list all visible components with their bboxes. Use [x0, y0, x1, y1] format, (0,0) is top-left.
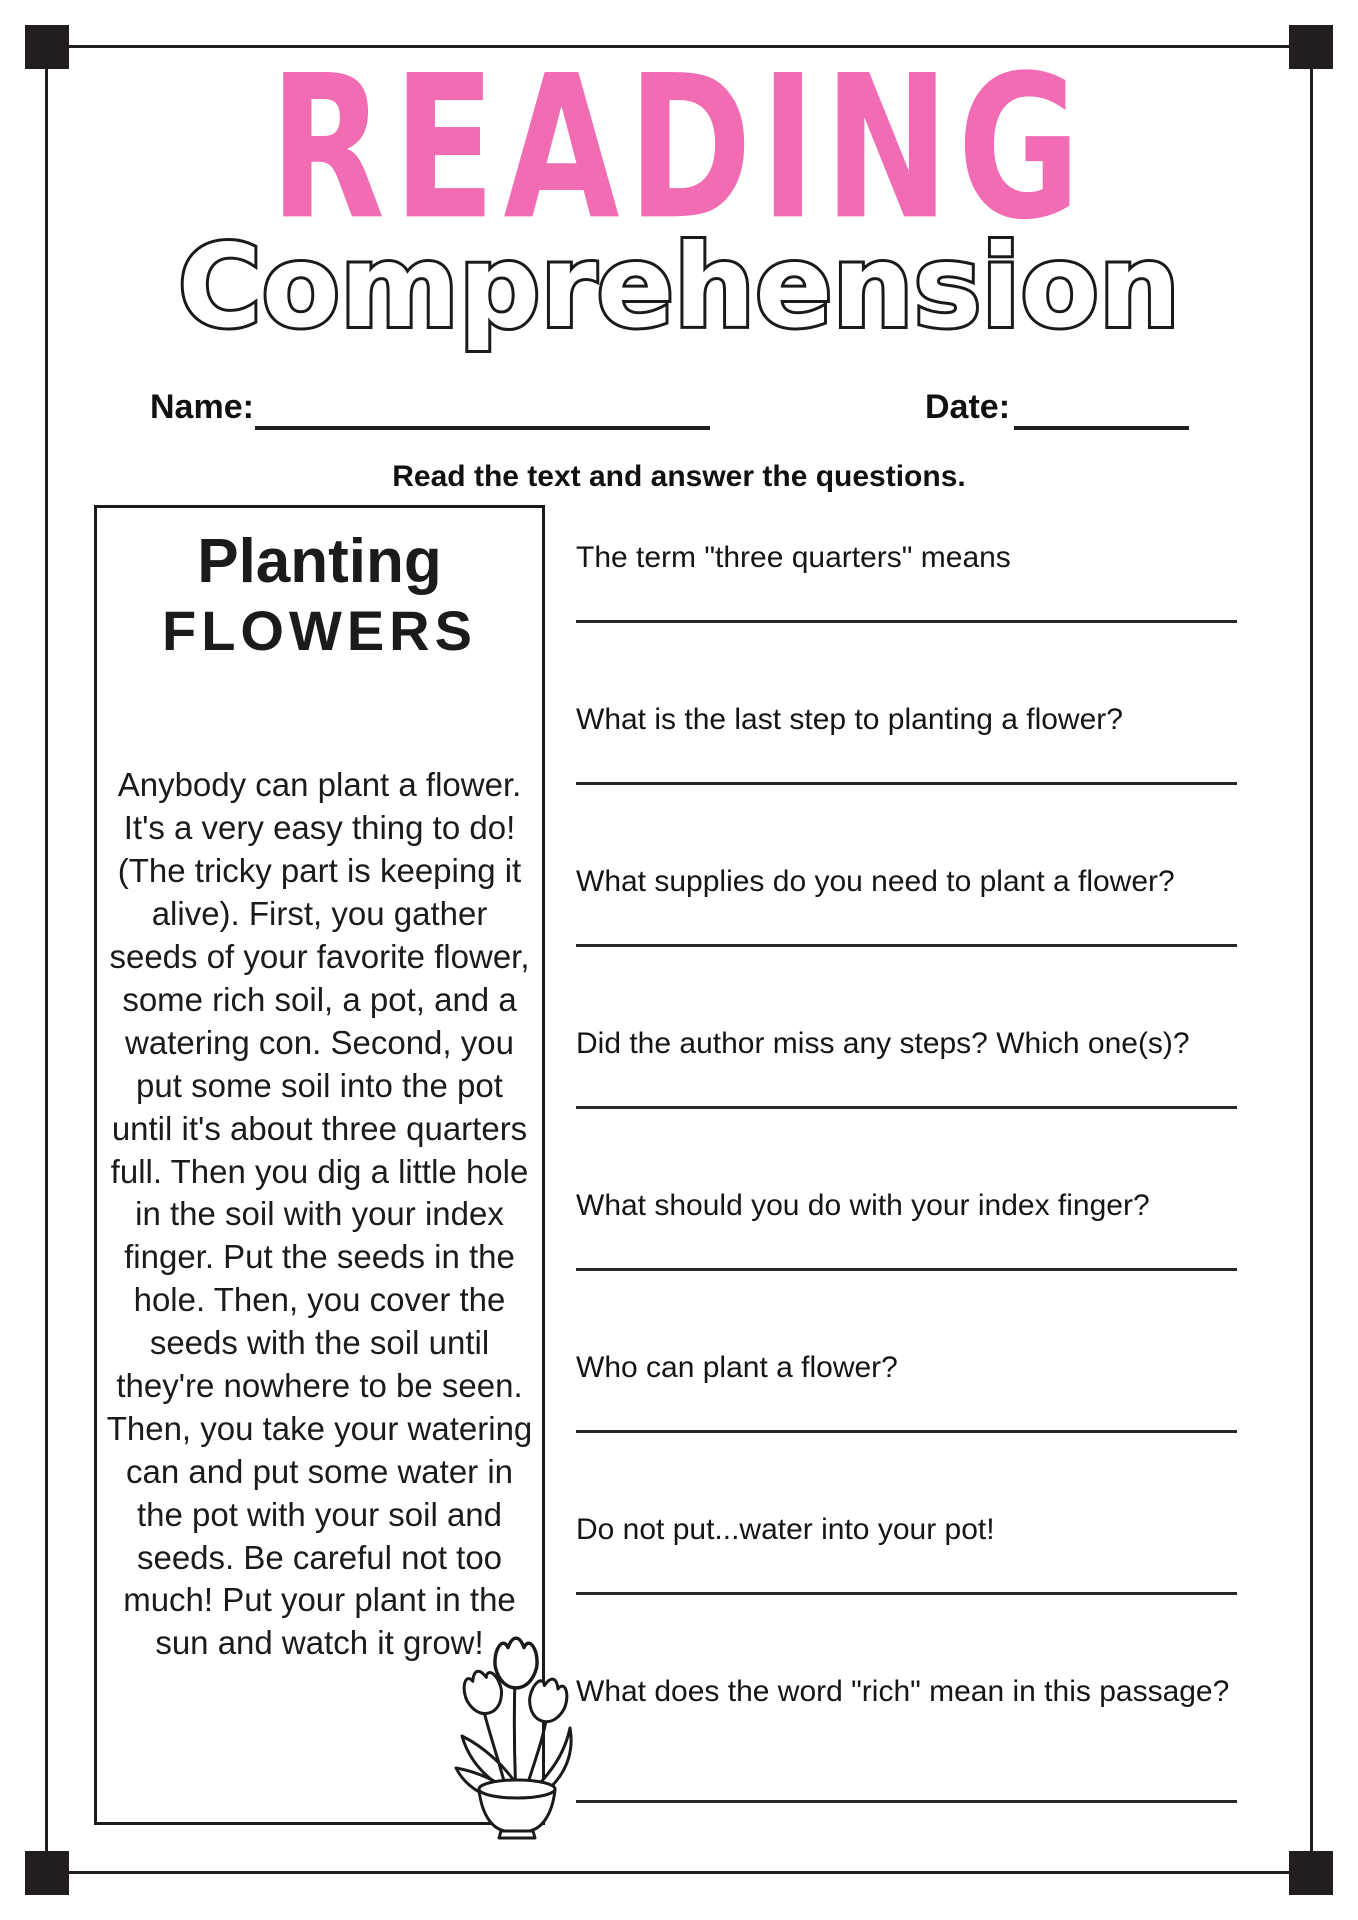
worksheet-title-comprehension [0, 0, 1358, 420]
question-text-7: Do not put...water into your pot! [576, 1513, 995, 1546]
question-block-4 [576, 1022, 1231, 1184]
answer-blank-line-6[interactable] [576, 1430, 1237, 1433]
question-block-8 [576, 1670, 1231, 1832]
question-text-8: What does the word "rich" mean in this passage? [576, 1675, 1230, 1708]
answer-blank-line-1[interactable] [576, 620, 1237, 623]
answer-blank-line-2[interactable] [576, 782, 1237, 785]
name-label: Name: [150, 388, 254, 426]
question-text-3: What supplies do you need to plant a flower? [576, 865, 1175, 898]
passage-title-line1: Planting [197, 527, 442, 596]
question-block-6 [576, 1346, 1231, 1508]
answer-blank-line-7[interactable] [576, 1592, 1237, 1595]
instruction-text: Read the text and answer the questions. [392, 460, 966, 493]
passage-box [94, 505, 545, 1825]
answer-blank-line-8[interactable] [576, 1800, 1237, 1803]
worksheet-title-reading: READING [269, 34, 1089, 264]
question-text-4: Did the author miss any steps? Which one(s)? [576, 1027, 1190, 1060]
passage-body-text: Anybody can plant a flower. It's a very easy thing to do! (The tricky part is keeping it alive). First, you gather seeds of your favorite flower, some rich soil, a pot, and a watering con. Second, you put some soil into the pot until it's about three quarters full. Then you dig a little hole in the soil with your index finger. Put the seeds in the hole. Then, you cover the seeds with the soil until they're nowhere to be seen. Then, you take your watering can and put some water in the pot with your soil and seeds. Be careful not too much! Put your plant in the sun and watch it grow! [106, 766, 533, 1662]
passage-title-line2: FLOWERS [162, 599, 477, 663]
question-block-1 [576, 536, 1231, 698]
answer-blank-line-4[interactable] [576, 1106, 1237, 1109]
corner-square-bottom-right [1289, 1851, 1333, 1895]
date-label: Date: [925, 388, 1011, 426]
name-blank-line[interactable] [255, 426, 710, 430]
question-block-5 [576, 1184, 1231, 1346]
question-text-5: What should you do with your index finger? [576, 1189, 1150, 1222]
question-block-3 [576, 860, 1231, 1022]
question-block-2 [576, 698, 1231, 860]
questions-column [576, 536, 1231, 1832]
answer-blank-line-5[interactable] [576, 1268, 1237, 1271]
date-blank-line[interactable] [1014, 426, 1189, 430]
question-text-6: Who can plant a flower? [576, 1351, 898, 1384]
tulip-pot-illustration-icon [452, 1632, 582, 1842]
svg-text:Comprehension: Comprehension [178, 220, 1180, 353]
answer-blank-line-3[interactable] [576, 944, 1237, 947]
question-text-2: What is the last step to planting a flower? [576, 703, 1123, 736]
corner-square-bottom-left [25, 1851, 69, 1895]
question-block-7 [576, 1508, 1231, 1670]
question-text-1: The term "three quarters" means [576, 541, 1011, 574]
